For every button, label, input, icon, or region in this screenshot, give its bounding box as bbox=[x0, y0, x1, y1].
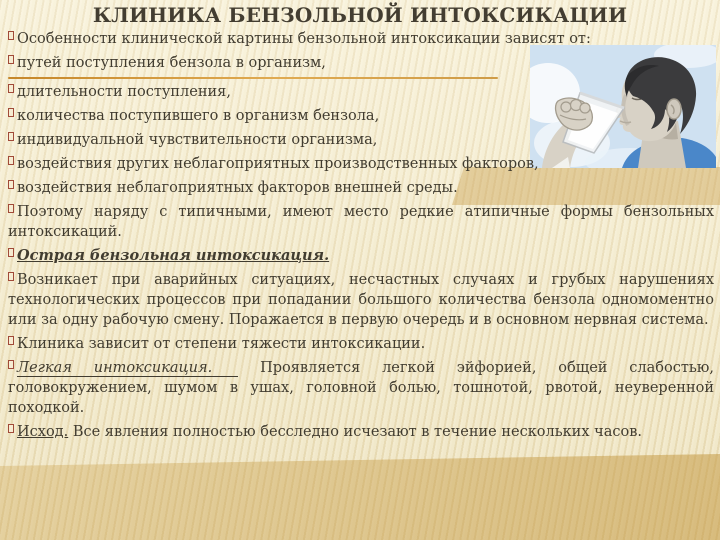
bullet-item bbox=[8, 106, 714, 126]
bullet-item bbox=[8, 154, 714, 174]
bullet-text: Особенности клинической картины бензольной интоксикации зависят от: bbox=[17, 31, 591, 47]
bullet-text: длительности поступления, bbox=[17, 84, 231, 100]
bullet-text: походкой. bbox=[8, 400, 85, 416]
subheading-outcome: Исход. bbox=[17, 424, 69, 440]
bullet-text: воздействия других неблагоприятных производственных факторов, bbox=[17, 156, 539, 172]
square-bullet-icon bbox=[8, 180, 14, 189]
square-bullet-icon bbox=[8, 31, 14, 40]
bullet-text: количества поступившего в организм бензола, bbox=[17, 108, 380, 124]
bullet-text: или за одну рабочую смену. Поражается в первую очередь и в основном нервная система. bbox=[8, 312, 709, 328]
divider-line bbox=[8, 77, 498, 79]
decor-bottom-band bbox=[0, 452, 720, 540]
bullet-item bbox=[8, 53, 714, 73]
subheading-acute-intoxication: Острая бензольная интоксикация. bbox=[17, 247, 330, 264]
subheading-mild-intoxication: Легкая интоксикация. bbox=[17, 360, 238, 377]
slide-title: КЛИНИКА БЕНЗОЛЬНОЙ ИНТОКСИКАЦИИ bbox=[92, 3, 628, 27]
square-bullet-icon bbox=[8, 424, 14, 433]
square-bullet-icon bbox=[8, 360, 14, 369]
slide-body bbox=[8, 29, 714, 446]
square-bullet-icon bbox=[8, 272, 14, 281]
bullet-item bbox=[8, 178, 714, 198]
bullet-text: интоксикаций. bbox=[8, 224, 122, 240]
bullet-text: Поэтому наряду с типичными, имеют место редкие атипичные формы бензольных bbox=[17, 204, 714, 220]
bullet-item bbox=[8, 246, 714, 266]
square-bullet-icon bbox=[8, 84, 14, 93]
bullet-text: технологических процессов при попадании большого количества бензола одномоментно bbox=[8, 292, 714, 308]
square-bullet-icon bbox=[8, 204, 14, 213]
square-bullet-icon bbox=[8, 55, 14, 64]
bullet-text: Клиника зависит от степени тяжести интоксикации. bbox=[17, 336, 426, 352]
bullet-text: Возникает при аварийных ситуациях, несчастных случаях и грубых нарушениях bbox=[17, 272, 714, 288]
bullet-item bbox=[8, 334, 714, 354]
square-bullet-icon bbox=[8, 248, 14, 257]
bullet-text: воздействия неблагоприятных факторов внешней среды. bbox=[17, 180, 458, 196]
square-bullet-icon bbox=[8, 336, 14, 345]
square-bullet-icon bbox=[8, 132, 14, 141]
bullet-item bbox=[8, 29, 714, 49]
bullet-text: индивидуальной чувствительности организма, bbox=[17, 132, 378, 148]
bullet-item bbox=[8, 82, 714, 102]
bullet-item bbox=[8, 130, 714, 150]
bullet-text: путей поступления бензола в организм, bbox=[17, 55, 326, 71]
bullet-item bbox=[8, 358, 714, 418]
bullet-text: Все явления полностью бесследно исчезают в течение нескольких часов. bbox=[72, 424, 642, 440]
bullet-text: головокружением, шумом в ушах, головной болью, тошнотой, рвотой, неуверенной bbox=[8, 380, 714, 396]
square-bullet-icon bbox=[8, 156, 14, 165]
square-bullet-icon bbox=[8, 108, 14, 117]
bullet-text: Проявляется легкой эйфорией, общей слабостью, bbox=[260, 360, 715, 376]
bullet-item bbox=[8, 270, 714, 330]
bullet-item bbox=[8, 202, 714, 242]
bullet-item bbox=[8, 422, 714, 442]
